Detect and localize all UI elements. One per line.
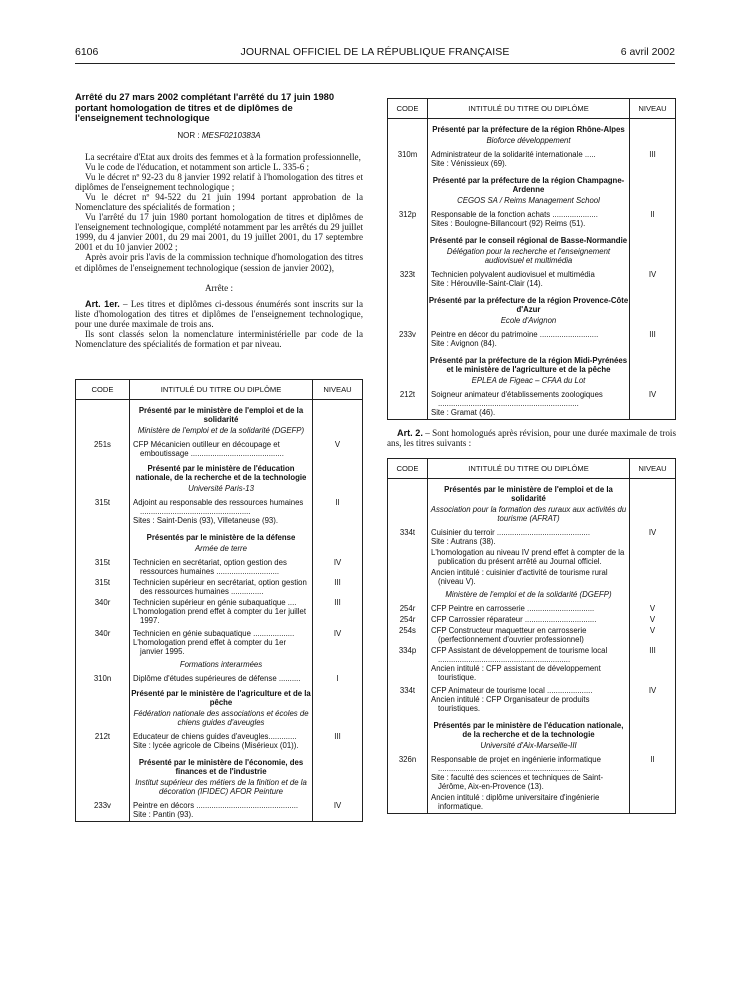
- organization-row: [388, 588, 676, 602]
- organization-row: [76, 542, 363, 556]
- table-row: [388, 208, 676, 230]
- title-cell: Technicien en secrétariat, option gestion des ressources humaines .............................: [133, 558, 287, 577]
- arrete-label: Arrête :: [204, 282, 234, 293]
- title-cell: Technicien supérieur en génie subaquatique ....: [133, 598, 297, 608]
- note-text: Site : Gramat (46).: [431, 408, 496, 417]
- code-header: CODE: [76, 380, 130, 400]
- title-cell: Peintre en décor du patrimoine ...........................: [431, 330, 599, 339]
- organization-name: Armée de terre: [194, 544, 247, 554]
- section-heading: Présentés par le ministère de l'éducation nationale, de la recherche et de la technologie: [433, 721, 624, 740]
- code-cell: 233v: [94, 801, 111, 811]
- table-row: [388, 684, 676, 715]
- level-header: NIVEAU: [630, 99, 676, 119]
- table-row: [388, 388, 676, 420]
- table-row: [76, 576, 363, 596]
- title-cell: CFP Carrossier réparateur .................................: [431, 615, 597, 625]
- title-cell: Educateur de chiens guides d'aveugles.............: [133, 732, 297, 742]
- code-cell: 254r: [399, 604, 416, 614]
- organization-row: [388, 194, 676, 208]
- code-header: CODE: [388, 459, 428, 479]
- table-row: [76, 627, 363, 658]
- title-cell: Administrateur de la solidarité internationale .....: [431, 150, 596, 159]
- homologation-table-3: [387, 458, 676, 814]
- code-cell: 312p: [398, 210, 417, 219]
- preamble-paragraph: Vu le décret nº 94-522 du 21 juin 1994 portant approbation de la Nomenclature des spécialités de formation ;: [75, 191, 363, 212]
- section-heading-row: [76, 752, 363, 776]
- note-text: Site : lycée agricole de Cibeins (Misérieux (01)).: [133, 741, 299, 751]
- organization-name: Délégation pour la recherche et l'enseignement audiovisuel et multimédia: [446, 247, 611, 265]
- code-cell: 340r: [94, 598, 111, 608]
- level-cell: IV: [648, 686, 657, 696]
- code-cell: 334t: [399, 686, 416, 696]
- level-cell: I: [336, 674, 339, 684]
- section-heading-row: [388, 290, 676, 314]
- level-cell: IV: [648, 270, 657, 279]
- level-cell: II: [650, 755, 655, 765]
- level-cell: III: [649, 330, 656, 339]
- preamble: [75, 152, 363, 273]
- preamble-paragraph: Vu l'arrêté du 17 juin 1980 portant homologation de titres et diplômes de l'enseignement technologique, complété notamment par les arrêtés du 29 juillet 1999, du 4 janvier 2001, du 29 mai 2001, du 19 juillet 2001, du 17 septembre 2001 et du 10 janvier 2002 ;: [75, 212, 364, 253]
- table-row: [76, 799, 363, 822]
- section-heading-row: [388, 170, 676, 194]
- note-text: Ancien intitulé : diplôme universitaire d'ingénierie informatique.: [431, 793, 600, 812]
- title-header: INTITULÉ DU TITRE OU DIPLÔME: [428, 459, 630, 479]
- section-heading-row: [388, 119, 676, 135]
- section-heading: Présenté par le ministère de l'éducation nationale, de la recherche et de la technologie: [135, 464, 307, 483]
- organization-name: CEGOS SA / Reims Management School: [457, 196, 600, 205]
- section-heading-row: [76, 458, 363, 482]
- table-header-row: [388, 459, 676, 479]
- note-text: L'homologation prend effet à compter du 1er janvier 1995.: [133, 638, 287, 657]
- table-row: [388, 753, 676, 814]
- right-column: [387, 98, 676, 814]
- article-1-text-2: Ils sont classés selon la nomenclature interministérielle par code de la Nomenclature des spécialités de formation et par niveau.: [75, 328, 363, 349]
- organization-row: [388, 134, 676, 148]
- organization-name: Université Paris-13: [188, 484, 254, 494]
- note-text: Site : Pantin (93).: [133, 810, 194, 820]
- code-header: CODE: [388, 99, 428, 119]
- organization-row: [388, 245, 676, 268]
- organization-row: [76, 658, 363, 672]
- organization-name: Institut supérieur des métiers de la finition et de la décoration (IFIDEC) AFOR Peinture: [135, 778, 307, 797]
- level-cell: IV: [333, 629, 342, 639]
- article-1: [75, 299, 363, 329]
- table-row: [388, 328, 676, 350]
- title-cell: CFP Mécanicien outilleur en découpage et emboutissage ...........................................: [133, 440, 284, 459]
- level-cell: IV: [648, 528, 657, 538]
- article-1-text: – Les titres et diplômes ci-dessous énumérés sont inscrits sur la liste d'homologation des titres et diplômes de l'enseignement technologique, pour une durée maximale de trois ans.: [75, 298, 363, 329]
- title-cell: CFP Constructeur maquetteur en carrosserie (perfectionnement d'ouvrier professionnel): [431, 626, 587, 645]
- code-cell: 212t: [94, 732, 111, 742]
- section-heading: Présentés par le ministère de l'emploi et de la solidarité: [444, 485, 613, 504]
- header-rule: [75, 63, 675, 64]
- level-cell: III: [334, 732, 341, 742]
- title-cell: Diplôme d'études supérieures de défense ..........: [133, 674, 301, 684]
- article-1-label: Art. 1er.: [85, 298, 120, 309]
- organization-row: [388, 374, 676, 388]
- table-row: [76, 438, 363, 458]
- note-text: Site : Autrans (38).: [431, 537, 496, 547]
- section-heading: Présenté par le conseil régional de Basse-Normandie: [429, 236, 628, 245]
- level-header: NIVEAU: [630, 459, 676, 479]
- level-cell: V: [649, 626, 656, 636]
- section-heading: Présenté par le ministère de l'emploi et de la solidarité: [138, 406, 304, 425]
- title-header: INTITULÉ DU TITRE OU DIPLÔME: [130, 380, 313, 400]
- level-cell: V: [649, 615, 656, 625]
- preamble-paragraph: Vu le décret nº 92-23 du 8 janvier 1992 relatif à l'homologation des titres et diplômes de l'enseignement technologique ;: [75, 171, 363, 192]
- table-row: [76, 596, 363, 627]
- note-text: Site : faculté des sciences et techniques de Saint-Jérôme, Aix-en-Provence (13).: [431, 773, 604, 792]
- homologation-table-2: [387, 98, 676, 420]
- journal-title: JOURNAL OFFICIEL DE LA RÉPUBLIQUE FRANÇAISE: [240, 46, 510, 58]
- title-header: INTITULÉ DU TITRE OU DIPLÔME: [428, 99, 630, 119]
- organization-name: Université d'Aix-Marseille-III: [480, 741, 577, 751]
- section-heading: Présenté par le ministère de l'agriculture et de la pêche: [131, 689, 311, 708]
- note-text: L'homologation au niveau IV prend effet à compter de la publication du présent arrêté au Journal officiel.: [431, 548, 625, 567]
- page-number: 6106: [75, 46, 99, 58]
- code-cell: 323t: [399, 270, 416, 279]
- level-cell: III: [649, 150, 656, 159]
- title-cell: CFP Peintre en carrosserie ...............................: [431, 604, 595, 614]
- section-heading: Présenté par la préfecture de la région Provence-Côte d'Azur: [428, 296, 629, 314]
- level-cell: V: [334, 440, 341, 450]
- table-row: [76, 496, 363, 527]
- section-heading-row: [388, 230, 676, 245]
- organization-row: [76, 482, 363, 496]
- title-cell: CFP Assistant de développement de tourisme local .............................................................: [431, 646, 608, 665]
- table-row: [388, 526, 676, 588]
- table-row: [388, 624, 676, 644]
- organization-row: [76, 424, 363, 438]
- table-row: [76, 556, 363, 576]
- section-heading: Présenté par le ministère de l'économie, des finances et de l'industrie: [138, 758, 304, 777]
- homologation-table-1: [75, 379, 363, 822]
- nor-label: NOR :: [177, 130, 200, 140]
- level-cell: III: [334, 578, 341, 588]
- article-2-text: – Sont homologués après révision, pour une durée maximale de trois ans, les titres suivants :: [387, 428, 676, 449]
- organization-row: [388, 739, 676, 753]
- title-cell: Technicien en génie subaquatique ...................: [133, 629, 295, 639]
- code-cell: 212t: [399, 390, 416, 399]
- note-text: Sites : Boulogne-Billancourt (92) Reims (51).: [431, 219, 586, 228]
- article-2-label: Art. 2.: [397, 428, 423, 438]
- organization-name: Ministère de l'emploi et de la solidarité (DGEFP): [137, 426, 305, 436]
- code-cell: 310m: [397, 150, 418, 159]
- preamble-paragraph: Vu le code de l'éducation, et notamment son article L. 335-6 ;: [85, 161, 310, 172]
- organization-row: [76, 707, 363, 730]
- running-header: [75, 46, 675, 60]
- left-column: [75, 92, 363, 822]
- note-text: Site : Avignon (84).: [431, 339, 497, 348]
- code-cell: 233v: [399, 330, 416, 339]
- preamble-paragraph: La secrétaire d'Etat aux droits des femmes et à la formation professionnelle,: [85, 151, 361, 162]
- organization-name: Formations interarmées: [179, 660, 263, 670]
- organization-row: [388, 314, 676, 328]
- table-row: [388, 148, 676, 170]
- section-heading-row: [388, 350, 676, 374]
- section-heading: Présentés par le ministère de la défense: [146, 533, 296, 543]
- title-cell: CFP Animateur de tourisme local .....................: [431, 686, 593, 696]
- table-row: [388, 613, 676, 624]
- table-row: [76, 730, 363, 752]
- code-cell: 315t: [94, 498, 111, 508]
- organization-name: Fédération nationale des associations et écoles de chiens guides d'aveugles: [133, 709, 309, 728]
- note-text: Ancien intitulé : CFP assistant de développement touristique.: [431, 664, 601, 683]
- publication-date: 6 avril 2002: [620, 46, 675, 58]
- table-header-row: [388, 99, 676, 119]
- code-cell: 334t: [399, 528, 416, 538]
- section-heading-row: [76, 400, 363, 425]
- nor-reference: [75, 131, 363, 140]
- code-cell: 334p: [398, 646, 417, 656]
- section-heading: Présenté par la préfecture de la région Rhône-Alpes: [432, 125, 625, 134]
- title-cell: Technicien polyvalent audiovisuel et multimédia: [431, 270, 595, 279]
- organization-name: Association pour la formation des ruraux aux activités du tourisme (AFRAT): [430, 505, 627, 524]
- article-2: [387, 428, 676, 448]
- level-cell: III: [649, 646, 656, 656]
- organization-row: [388, 503, 676, 526]
- nor-value: MESF0210383A: [201, 130, 261, 140]
- table-header-row: [76, 380, 363, 400]
- code-cell: 254s: [399, 626, 416, 636]
- title-cell: Technicien supérieur en secrétariat, option gestion des ressources humaines ...............: [133, 578, 307, 597]
- code-cell: 326n: [398, 755, 417, 765]
- note-text: Site : Hérouville-Saint-Clair (14).: [431, 279, 543, 288]
- note-text: L'homologation prend effet à compter du 1er juillet 1997.: [133, 607, 306, 626]
- title-cell: Cuisinier du terroir ...........................................: [431, 528, 591, 538]
- level-cell: II: [335, 498, 340, 508]
- code-cell: 315t: [94, 558, 111, 568]
- title-cell: Soigneur animateur d'établissements zoologiques .................................................................: [431, 390, 603, 408]
- section-heading: Présenté par la préfecture de la région Midi-Pyrénées et le ministère de l'agriculture et de la pêche: [429, 356, 628, 374]
- organization-name: Ministère de l'emploi et de la solidarité (DGEFP): [445, 590, 612, 600]
- organization-name: EPLEA de Figeac – CFAA du Lot: [471, 376, 586, 385]
- section-heading-row: [76, 527, 363, 542]
- section-heading: Présenté par la préfecture de la région Champagne-Ardenne: [432, 176, 625, 194]
- level-header: NIVEAU: [313, 380, 363, 400]
- section-heading-row: [388, 715, 676, 739]
- level-cell: IV: [333, 558, 342, 568]
- level-cell: II: [650, 210, 655, 219]
- code-cell: 310n: [93, 674, 112, 684]
- level-cell: III: [334, 598, 341, 608]
- section-heading-row: [76, 683, 363, 707]
- table-row: [388, 268, 676, 290]
- code-cell: 340r: [94, 629, 111, 639]
- note-text: Ancien intitulé : cuisinier d'activité de tourisme rural (niveau V).: [431, 568, 608, 587]
- level-cell: V: [649, 604, 656, 614]
- title-cell: Adjoint au responsable des ressources humaines ...................................................: [133, 498, 304, 517]
- code-cell: 254r: [399, 615, 416, 625]
- code-cell: 251s: [94, 440, 111, 450]
- organization-name: Ecole d'Avignon: [500, 316, 557, 325]
- level-cell: IV: [648, 390, 657, 399]
- title-cell: Responsable de la fonction achats .....................: [431, 210, 598, 219]
- table-row: [388, 602, 676, 613]
- code-cell: 315t: [94, 578, 111, 588]
- preamble-paragraph: Après avoir pris l'avis de la commission technique d'homologation des titres et diplômes de l'enseignement technologique (session de janvier 2002),: [75, 252, 363, 273]
- table-row: [388, 644, 676, 684]
- section-heading-row: [388, 479, 676, 504]
- arrete-title: Arrêté du 27 mars 2002 complétant l'arrêté du 17 juin 1980 portant homologation de titres et de diplômes de l'enseignement technologique: [75, 91, 335, 123]
- table-row: [76, 672, 363, 683]
- organization-name: Bioforce développement: [486, 136, 571, 145]
- title-cell: Peintre en décors ...............................................: [133, 801, 299, 811]
- note-text: Sites : Saint-Denis (93), Villetaneuse (93).: [133, 516, 279, 526]
- note-text: Ancien intitulé : CFP Organisateur de produits touristiques.: [431, 695, 590, 714]
- title-cell: Responsable de projet en ingénierie informatique .................................................................: [431, 755, 601, 774]
- level-cell: IV: [333, 801, 342, 811]
- note-text: Site : Vénissieux (69).: [431, 159, 507, 168]
- organization-row: [76, 776, 363, 799]
